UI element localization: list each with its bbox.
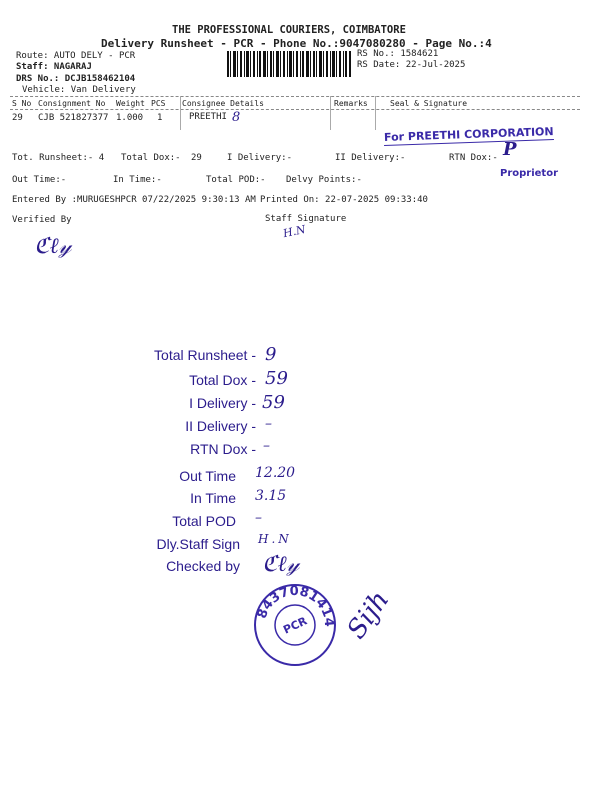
table-top-rule	[10, 96, 580, 97]
i-delivery: I Delivery:-	[227, 153, 293, 163]
entered-by: Entered By :MURUGESHPCR 07/22/2025 9:30:13 AM	[12, 195, 256, 205]
route-text: Route: AUTO DELY - PCR	[16, 51, 136, 61]
summary-value: ℭℓ𝓎	[262, 552, 300, 577]
corp-signature: P	[503, 139, 517, 160]
summary-value: –	[255, 510, 262, 526]
row-mark: 8	[232, 110, 241, 125]
tot-runsheet: Tot. Runsheet:- 4	[12, 153, 105, 163]
summary-label: Dly.Staff Sign	[156, 536, 240, 552]
col-seal: Seal & Signature	[390, 99, 468, 108]
col-consignment: Consignment No	[38, 99, 106, 108]
summary-value: –	[265, 416, 272, 432]
row-weight: 1.000	[116, 113, 144, 123]
delvy-points: Delvy Points:-	[286, 175, 362, 185]
col-weight: Weight	[116, 99, 145, 108]
proprietor-label: Proprietor	[500, 168, 559, 179]
summary-label: In Time	[190, 490, 236, 506]
row-consignment: CJB 521827377	[38, 113, 109, 123]
rs-date: RS Date: 22-Jul-2025	[357, 60, 466, 70]
staff-signature-label: Staff Signature	[265, 214, 347, 224]
summary-value: 59	[262, 392, 285, 413]
verified-signature: ℭℓ𝓎	[34, 234, 72, 259]
summary-value: 3.15	[255, 488, 287, 504]
col-consignee: Consignee Details	[182, 99, 264, 108]
col-sno: S No	[12, 99, 32, 108]
stamp-center: PCR	[281, 614, 310, 637]
total-dox-label: Total Dox:-	[121, 153, 181, 163]
total-dox-value: 29	[191, 153, 202, 163]
row-pcs: 1	[157, 113, 163, 123]
total-pod: Total POD:-	[206, 175, 266, 185]
col-pcs: PCS	[151, 99, 166, 108]
summary-value: –	[263, 438, 270, 454]
vehicle-text: Vehicle: Van Delivery	[22, 85, 136, 95]
staff-text: Staff: NAGARAJ	[16, 62, 92, 72]
col-divider	[180, 96, 181, 130]
ii-delivery: II Delivery:-	[335, 153, 406, 163]
summary-label: II Delivery -	[185, 418, 256, 434]
row-sno: 29	[12, 113, 23, 123]
summary-label: I Delivery -	[189, 395, 256, 411]
drs-text: DRS No.: DCJB158462104	[16, 74, 136, 84]
summary-label: Total Dox -	[189, 372, 256, 388]
stamp-number: 8437081414	[254, 583, 337, 628]
corporation-stamp: For PREETHI CORPORATION	[383, 125, 554, 144]
col-divider	[330, 96, 331, 130]
runsheet-subtitle: Delivery Runsheet - PCR - Phone No.:9047080280 - Page No.:4	[101, 37, 492, 50]
company-title: THE PROFESSIONAL COURIERS, COIMBATORE	[172, 24, 406, 36]
col-remarks: Remarks	[334, 99, 368, 108]
row-consignee: PREETHI	[189, 112, 227, 122]
summary-label: Out Time	[179, 468, 236, 484]
summary-label: Total Runsheet -	[154, 347, 256, 363]
printed-on: Printed On: 22-07-2025 09:33:40	[260, 195, 428, 205]
in-time: In Time:-	[113, 175, 162, 185]
stamp-signature: Sijh	[341, 585, 396, 645]
summary-value: 12.20	[255, 465, 296, 481]
round-stamp	[252, 582, 338, 668]
summary-label: RTN Dox -	[190, 441, 256, 457]
summary-label: Checked by	[166, 558, 240, 574]
rs-no: RS No.: 1584621	[357, 49, 439, 59]
summary-value: 9	[265, 344, 277, 365]
out-time: Out Time:-	[12, 175, 67, 185]
summary-label: Total POD	[172, 513, 236, 529]
barcode-icon	[227, 51, 351, 77]
staff-signature-hand: H.N	[281, 222, 307, 241]
verified-by: Verified By	[12, 215, 72, 225]
summary-value: 59	[265, 368, 288, 389]
col-divider	[375, 96, 376, 130]
summary-value: H.N	[258, 532, 292, 546]
table-header-rule	[10, 109, 580, 110]
rtn-dox: RTN Dox:-	[449, 153, 498, 163]
